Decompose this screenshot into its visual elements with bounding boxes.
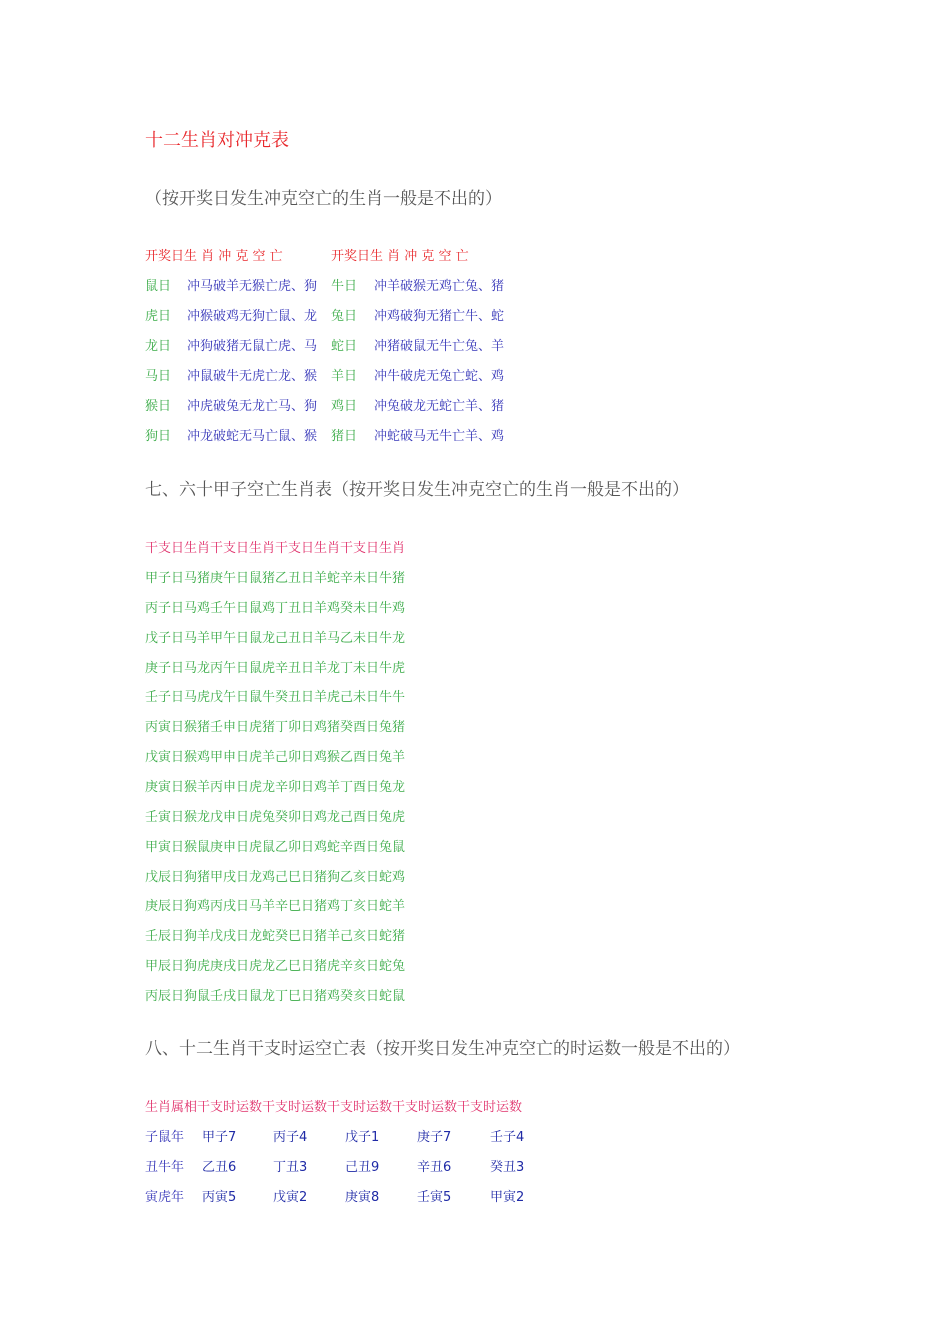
section8-cell: 戊子1 [345, 1130, 380, 1145]
section7-row: 甲子日马猪庚午日鼠猪乙丑日羊蛇辛未日牛猪 [145, 571, 406, 586]
table1-desc2: 冲牛破虎无兔亡蛇、鸡 [374, 369, 505, 384]
table1-desc2: 冲蛇破马无牛亡羊、鸡 [374, 429, 505, 444]
section8-header: 生肖属相干支时运数干支时运数干支时运数干支时运数干支时运数 [145, 1100, 523, 1115]
section7-row: 丙寅日猴猪壬申日虎猪丁卯日鸡猪癸酉日兔猪 [145, 720, 406, 735]
table1-desc2: 冲鸡破狗无猪亡牛、蛇 [374, 309, 505, 324]
table1-day2: 牛日 [331, 279, 358, 294]
table1-desc1: 冲马破羊无猴亡虎、狗 [187, 279, 318, 294]
section8-cell: 戊寅2 [273, 1190, 308, 1205]
section8-row-label: 丑牛年 [145, 1160, 185, 1175]
section8-cell: 甲寅2 [490, 1190, 525, 1205]
section8-cell: 乙丑6 [202, 1160, 237, 1175]
table1-row [145, 395, 565, 415]
table1-day1: 虎日 [145, 309, 172, 324]
table1-row [145, 365, 565, 385]
note-text: （按开奖日发生冲克空亡的生肖一般是不出的） [145, 189, 502, 209]
section8-row [145, 1186, 545, 1206]
section8-cell: 丁丑3 [273, 1160, 308, 1175]
table1-desc1: 冲虎破兔无龙亡马、狗 [187, 399, 318, 414]
section7-row: 庚子日马龙丙午日鼠虎辛丑日羊龙丁未日牛虎 [145, 661, 406, 676]
table1-day1: 鼠日 [145, 279, 172, 294]
section8-cell: 壬寅5 [417, 1190, 452, 1205]
table1-day1: 狗日 [145, 429, 172, 444]
section8-cell: 丙子4 [273, 1130, 308, 1145]
page-title: 十二生肖对冲克表 [145, 130, 289, 151]
table1-day1: 马日 [145, 369, 172, 384]
table1-desc1: 冲狗破猪无鼠亡虎、马 [187, 339, 318, 354]
section7-row: 戊寅日猴鸡甲申日虎羊己卯日鸡猴乙酉日兔羊 [145, 750, 406, 765]
table1-row [145, 305, 565, 325]
section7-row: 壬辰日狗羊戊戌日龙蛇癸巳日猪羊己亥日蛇猪 [145, 929, 406, 944]
section8-cell: 癸丑3 [490, 1160, 525, 1175]
section8-cell: 庚寅8 [345, 1190, 380, 1205]
section8-cell: 己丑9 [345, 1160, 380, 1175]
table1-day2: 猪日 [331, 429, 358, 444]
table1-desc1: 冲龙破蛇无马亡鼠、猴 [187, 429, 318, 444]
section7-row: 壬子日马虎戊午日鼠牛癸丑日羊虎己未日牛牛 [145, 690, 406, 705]
table1-day1: 龙日 [145, 339, 172, 354]
section8-cell: 壬子4 [490, 1130, 525, 1145]
section7-row: 丙子日马鸡壬午日鼠鸡丁丑日羊鸡癸未日牛鸡 [145, 601, 406, 616]
table1-row [145, 275, 565, 295]
table1-desc2: 冲猪破鼠无牛亡兔、羊 [374, 339, 505, 354]
section8-heading: 八、十二生肖干支时运空亡表（按开奖日发生冲克空亡的时运数一般是不出的） [145, 1039, 740, 1059]
section7-header: 干支日生肖干支日生肖干支日生肖干支日生肖 [145, 541, 406, 556]
table1-row [145, 425, 565, 445]
section8-row-label: 子鼠年 [145, 1130, 185, 1145]
table1-day2: 羊日 [331, 369, 358, 384]
table1-day2: 鸡日 [331, 399, 358, 414]
table1-row [145, 335, 565, 355]
section7-row: 甲辰日狗虎庚戌日虎龙乙巳日猪虎辛亥日蛇兔 [145, 959, 406, 974]
table1-desc2: 冲兔破龙无蛇亡羊、猪 [374, 399, 505, 414]
table1-desc1: 冲鼠破牛无虎亡龙、猴 [187, 369, 318, 384]
table1-day1: 猴日 [145, 399, 172, 414]
table1-day2: 兔日 [331, 309, 358, 324]
section7-row: 丙辰日狗鼠壬戌日鼠龙丁巳日猪鸡癸亥日蛇鼠 [145, 989, 406, 1004]
section7-row: 庚寅日猴羊丙申日虎龙辛卯日鸡羊丁酉日兔龙 [145, 780, 406, 795]
table1-header-left: 开奖日生 肖 冲 克 空 亡 [145, 249, 283, 264]
section7-row: 庚辰日狗鸡丙戌日马羊辛巳日猪鸡丁亥日蛇羊 [145, 899, 406, 914]
table1-desc1: 冲猴破鸡无狗亡鼠、龙 [187, 309, 318, 324]
section8-cell: 庚子7 [417, 1130, 452, 1145]
section8-cell: 辛丑6 [417, 1160, 452, 1175]
section8-cell: 甲子7 [202, 1130, 237, 1145]
section8-cell: 丙寅5 [202, 1190, 237, 1205]
section7-row: 甲寅日猴鼠庚申日虎鼠乙卯日鸡蛇辛酉日兔鼠 [145, 840, 406, 855]
section7-row: 壬寅日猴龙戊申日虎兔癸卯日鸡龙己酉日兔虎 [145, 810, 406, 825]
section7-heading: 七、六十甲子空亡生肖表（按开奖日发生冲克空亡的生肖一般是不出的） [145, 480, 689, 500]
table1-header-right: 开奖日生 肖 冲 克 空 亡 [331, 249, 469, 264]
table1-day2: 蛇日 [331, 339, 358, 354]
section8-row [145, 1126, 545, 1146]
section8-row [145, 1156, 545, 1176]
table1-desc2: 冲羊破猴无鸡亡兔、猪 [374, 279, 505, 294]
section8-row-label: 寅虎年 [145, 1190, 185, 1205]
section7-row: 戊辰日狗猪甲戌日龙鸡己巳日猪狗乙亥日蛇鸡 [145, 870, 406, 885]
section7-row: 戊子日马羊甲午日鼠龙己丑日羊马乙未日牛龙 [145, 631, 406, 646]
